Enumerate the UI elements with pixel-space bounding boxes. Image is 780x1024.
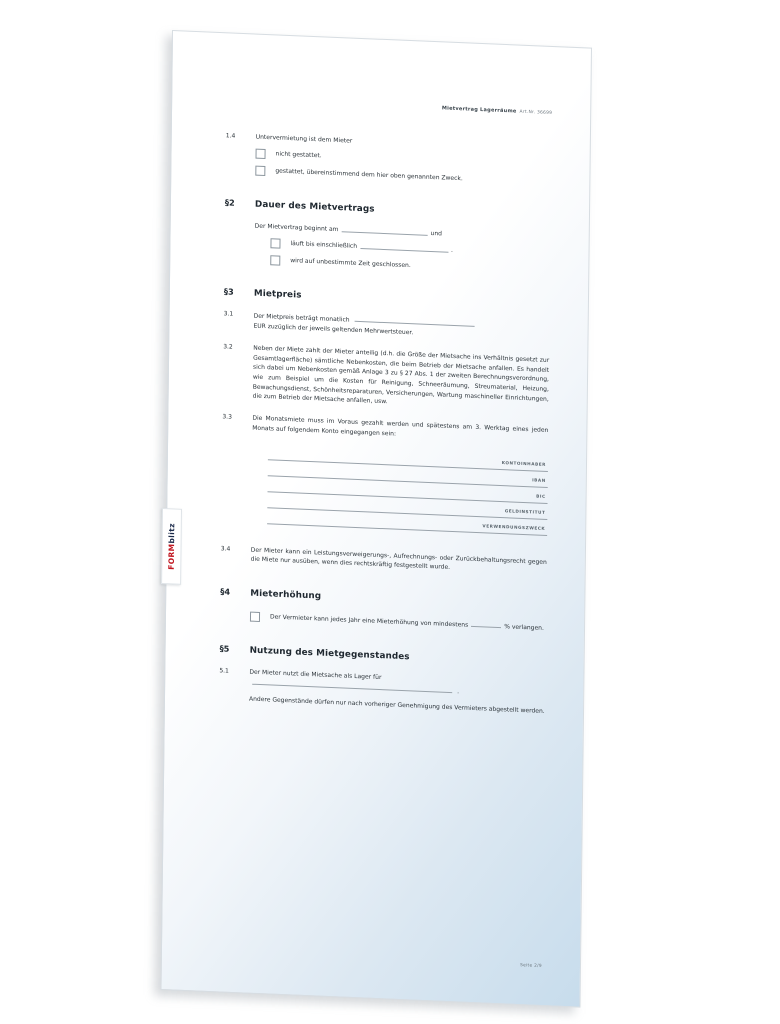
checkbox-icon[interactable]: [270, 239, 280, 249]
clause-text-after: EUR zuzüglich der jeweils geltenden Mehrwertsteuer.: [253, 322, 414, 337]
section-sign: §5: [219, 643, 230, 654]
clause-text-before: Der Mieter nutzt die Mietsache als Lager für: [249, 668, 382, 682]
section-heading-3: [224, 285, 550, 313]
document-header: [226, 95, 552, 117]
document-sheet-wrapper: [160, 30, 592, 1008]
clause-text: Neben der Miete zahlt der Mieter anteilig (d.h. die Größe der Mietsache ins Verhältnis gesetzt zur Gesamtlagerfläche) sämtliche Nebenkosten, die beim Betrieb der Mietsache anfallen. Es handelt sich dabei um Nebenkosten gemäß Anlage 3 zu § 27 Abs. 1 der zweiten Berechnungsverordnung, wie zum Beispiel um die Kosten für Reinigung, Schneeräumung, Streumaterial, Heizung, Bewachungsdienst, Schönheitsreparaturen, Versicherungen, Wartung maschineller Einrichtungen, die zum Betrieb der Mietsache anfallen, usw.: [252, 344, 550, 406]
option-label: wird auf unbestimmte Zeit geschlossen.: [290, 256, 411, 269]
option-label-suffix: .: [451, 247, 454, 255]
bank-field-label: VERWENDUNGSZWECK: [482, 523, 546, 531]
fill-in-line-beginn[interactable]: [342, 225, 428, 236]
clause-number: 3.4: [220, 544, 231, 553]
clause-3-4: [221, 544, 547, 577]
clause-3-1: [223, 309, 549, 343]
fill-in-line-enddatum[interactable]: [360, 242, 448, 253]
clause-number: 3.3: [222, 413, 232, 421]
clause-note-text: Andere Gegenstände dürfen nur nach vorheriger Genehmigung des Vermieters abgestellt werden.: [248, 695, 545, 715]
checkbox-icon[interactable]: [255, 149, 265, 159]
option-label: läuft bis einschließlich: [290, 240, 358, 251]
option-label-suffix: % verlangen.: [504, 622, 544, 632]
clause-number: 3.2: [223, 343, 233, 351]
clause-number: 1.4: [225, 132, 236, 140]
clause-text-before: Der Mietvertrag beginnt am: [254, 222, 339, 234]
document-page: [160, 30, 592, 1008]
brand-tab: [161, 508, 182, 585]
checkbox-icon[interactable]: [250, 611, 260, 621]
section-sign: §2: [224, 197, 235, 208]
brand-logo: [167, 523, 177, 570]
clause-number: 5.1: [219, 667, 229, 675]
brand-logo-part2: blitz: [167, 522, 177, 544]
bank-field-label: IBAN: [532, 477, 546, 483]
fill-in-line-mietpreis[interactable]: [354, 315, 474, 327]
option-mieterhoehung[interactable]: [220, 610, 546, 634]
section-sign: §3: [223, 286, 234, 297]
header-title: Mietvertrag Lagerräume: [441, 105, 517, 115]
bank-details-block: [267, 444, 548, 536]
option-label: Der Vermieter kann jedes Jahr eine Mieterhöhung von mindestens: [269, 613, 469, 629]
checkbox-icon[interactable]: [255, 165, 265, 175]
checkbox-icon[interactable]: [270, 255, 280, 265]
fill-in-line-prozent[interactable]: [471, 620, 501, 628]
clause-text: Untervermietung ist dem Mieter: [255, 133, 353, 145]
section-title: Nutzung des Mietgegenstandes: [249, 645, 410, 663]
section-sign: §4: [220, 586, 231, 597]
clause-3-2: [223, 342, 550, 414]
bank-field-label: GELDINSTITUT: [504, 507, 546, 515]
page-footer: Seite 2/9: [520, 963, 542, 970]
clause-text-after: .: [457, 688, 460, 696]
clause-text-before: Der Mietpreis beträgt monatlich: [253, 312, 350, 324]
brand-logo-part1: FORM: [166, 543, 177, 571]
section-title: Dauer des Mietvertrags: [254, 199, 375, 215]
section-title: Mietpreis: [253, 288, 302, 301]
section-heading-5: [220, 642, 546, 670]
clause-text-after: und: [430, 230, 443, 238]
clause-text: Die Monatsmiete muss im Voraus gezahlt werden und spätestens am 3. Werktag eines jeden Monats auf folgendem Konto eingegangen sein:: [252, 414, 549, 438]
section-heading-4: [220, 585, 546, 613]
option-label: nicht gestattet.: [275, 150, 322, 160]
option-label: gestattet, übereinstimmend dem hier oben genannten Zweck.: [275, 167, 463, 183]
clause-number: 3.1: [223, 310, 234, 318]
bank-field-label: KONTOINHABER: [501, 459, 547, 467]
clause-3-3: [222, 412, 548, 445]
clause-text: Der Mieter kann ein Leistungsverweigerungs-, Aufrechnungs- oder Zurückbehaltungsrecht gegen die Miete nur ausüben, wenn dies rechtskräftig festgestellt wurde.: [250, 546, 547, 572]
section-heading-2: [225, 196, 551, 224]
bank-field-label: BIC: [536, 493, 546, 499]
section-title: Mieterhöhung: [250, 588, 322, 602]
header-article-number: Art.Nr. 36699: [519, 109, 553, 117]
